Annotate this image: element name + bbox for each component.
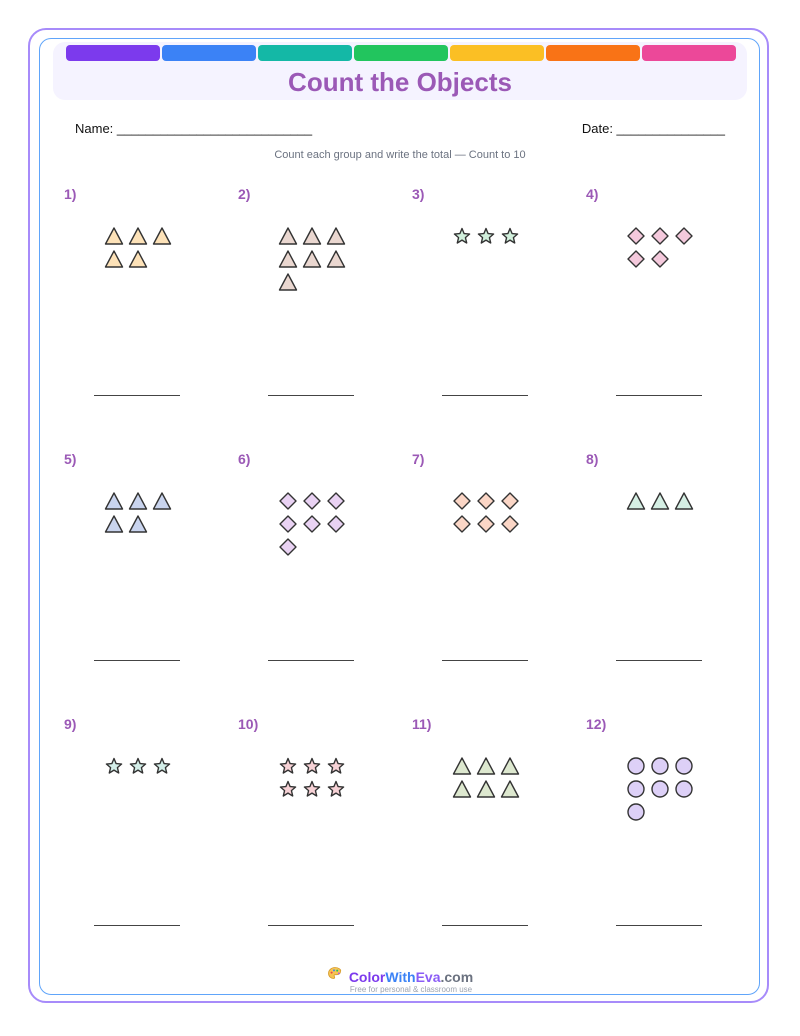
- circle-icon: [650, 779, 670, 804]
- problem-8: [586, 451, 760, 691]
- rainbow-segment: [642, 45, 736, 61]
- problem-11: [412, 716, 586, 956]
- brand-name: [349, 969, 473, 985]
- diamond-icon: [476, 514, 496, 539]
- star-icon: [500, 226, 520, 251]
- shape-group: [626, 491, 746, 571]
- triangle-icon: [104, 514, 124, 539]
- triangle-icon: [326, 226, 346, 251]
- diamond-icon: [452, 491, 472, 516]
- problem-number: 2): [238, 186, 251, 202]
- shape-group: [452, 756, 572, 836]
- diamond-icon: [302, 491, 322, 516]
- triangle-icon: [104, 491, 124, 516]
- shape-group: [278, 491, 398, 571]
- answer-line[interactable]: [442, 660, 528, 661]
- problem-3: [412, 186, 586, 426]
- page-title: Count the Objects: [288, 67, 512, 97]
- circle-icon: [650, 756, 670, 781]
- answer-line[interactable]: [94, 925, 180, 926]
- shape-group: [104, 491, 224, 571]
- diamond-icon: [650, 226, 670, 251]
- triangle-icon: [278, 272, 298, 297]
- triangle-icon: [278, 226, 298, 251]
- date-field: Date: _______________: [581, 121, 725, 136]
- triangle-icon: [278, 249, 298, 274]
- shape-group: [104, 226, 224, 306]
- triangle-icon: [104, 226, 124, 251]
- diamond-icon: [476, 491, 496, 516]
- rainbow-segment: [546, 45, 640, 61]
- diamond-icon: [452, 514, 472, 539]
- diamond-icon: [500, 514, 520, 539]
- problem-12: [586, 716, 760, 956]
- rainbow-segment: [354, 45, 448, 61]
- answer-line[interactable]: [616, 395, 702, 396]
- diamond-icon: [500, 491, 520, 516]
- star-icon: [452, 226, 472, 251]
- answer-line[interactable]: [268, 395, 354, 396]
- problem-9: [64, 716, 238, 956]
- triangle-icon: [128, 514, 148, 539]
- star-icon: [278, 779, 298, 804]
- diamond-icon: [626, 226, 646, 251]
- diamond-icon: [650, 249, 670, 274]
- star-icon: [476, 226, 496, 251]
- triangle-icon: [152, 226, 172, 251]
- star-icon: [326, 756, 346, 781]
- rainbow-segment: [162, 45, 256, 61]
- answer-line[interactable]: [268, 925, 354, 926]
- diamond-icon: [626, 249, 646, 274]
- circle-icon: [674, 756, 694, 781]
- triangle-icon: [500, 756, 520, 781]
- diamond-icon: [674, 226, 694, 251]
- triangle-icon: [128, 249, 148, 274]
- shape-group: [626, 226, 746, 306]
- problem-number: 12): [586, 716, 607, 732]
- triangle-icon: [302, 226, 322, 251]
- triangle-icon: [452, 779, 472, 804]
- footer-tagline: Free for personal & classroom use: [349, 985, 473, 994]
- shape-group: [104, 756, 224, 836]
- diamond-icon: [278, 537, 298, 562]
- problem-number: 5): [64, 451, 77, 467]
- star-icon: [326, 779, 346, 804]
- answer-line[interactable]: [616, 660, 702, 661]
- answer-line[interactable]: [442, 395, 528, 396]
- answer-line[interactable]: [268, 660, 354, 661]
- brand-part-4: .com: [440, 968, 474, 985]
- problem-number: 8): [586, 451, 599, 467]
- diamond-icon: [326, 491, 346, 516]
- triangle-icon: [674, 491, 694, 516]
- triangle-icon: [650, 491, 670, 516]
- problem-number: 4): [586, 186, 599, 202]
- diamond-icon: [302, 514, 322, 539]
- triangle-icon: [452, 756, 472, 781]
- footer: [0, 966, 800, 994]
- star-icon: [152, 756, 172, 781]
- triangle-icon: [500, 779, 520, 804]
- shape-group: [626, 756, 746, 836]
- circle-icon: [626, 756, 646, 781]
- brand-part-1: Color: [348, 968, 386, 985]
- answer-line[interactable]: [94, 660, 180, 661]
- circle-icon: [626, 802, 646, 827]
- rainbow-segment: [450, 45, 544, 61]
- star-icon: [302, 779, 322, 804]
- star-icon: [104, 756, 124, 781]
- answer-line[interactable]: [442, 925, 528, 926]
- triangle-icon: [476, 756, 496, 781]
- problem-number: 10): [238, 716, 259, 732]
- problem-number: 6): [238, 451, 251, 467]
- triangle-icon: [152, 491, 172, 516]
- shape-group: [278, 756, 398, 836]
- problem-number: 3): [412, 186, 425, 202]
- problem-2: [238, 186, 412, 426]
- shape-group: [278, 226, 398, 306]
- triangle-icon: [326, 249, 346, 274]
- star-icon: [302, 756, 322, 781]
- problem-number: 7): [412, 451, 425, 467]
- star-icon: [128, 756, 148, 781]
- brand-part-2: With: [385, 968, 416, 985]
- instructions-text: Count each group and write the total — Count to 10: [274, 149, 526, 161]
- problem-number: 9): [64, 716, 77, 732]
- shape-group: [452, 226, 572, 306]
- triangle-icon: [128, 491, 148, 516]
- diamond-icon: [278, 514, 298, 539]
- problem-1: [64, 186, 238, 426]
- problem-number: 1): [64, 186, 77, 202]
- triangle-icon: [476, 779, 496, 804]
- palette-icon: [327, 966, 343, 987]
- problem-number: 11): [412, 716, 432, 732]
- problem-4: [586, 186, 760, 426]
- triangle-icon: [128, 226, 148, 251]
- rainbow-segment: [258, 45, 352, 61]
- triangle-icon: [104, 249, 124, 274]
- circle-icon: [626, 779, 646, 804]
- triangle-icon: [626, 491, 646, 516]
- problem-6: [238, 451, 412, 691]
- circle-icon: [674, 779, 694, 804]
- name-field: Name: ___________________________: [75, 121, 313, 136]
- triangle-icon: [302, 249, 322, 274]
- rainbow-bar: [66, 45, 736, 61]
- diamond-icon: [326, 514, 346, 539]
- problem-10: [238, 716, 412, 956]
- shape-group: [452, 491, 572, 571]
- answer-line[interactable]: [616, 925, 702, 926]
- problem-7: [412, 451, 586, 691]
- brand-part-3: Eva: [415, 968, 441, 985]
- answer-line[interactable]: [94, 395, 180, 396]
- problem-5: [64, 451, 238, 691]
- star-icon: [278, 756, 298, 781]
- diamond-icon: [278, 491, 298, 516]
- rainbow-segment: [66, 45, 160, 61]
